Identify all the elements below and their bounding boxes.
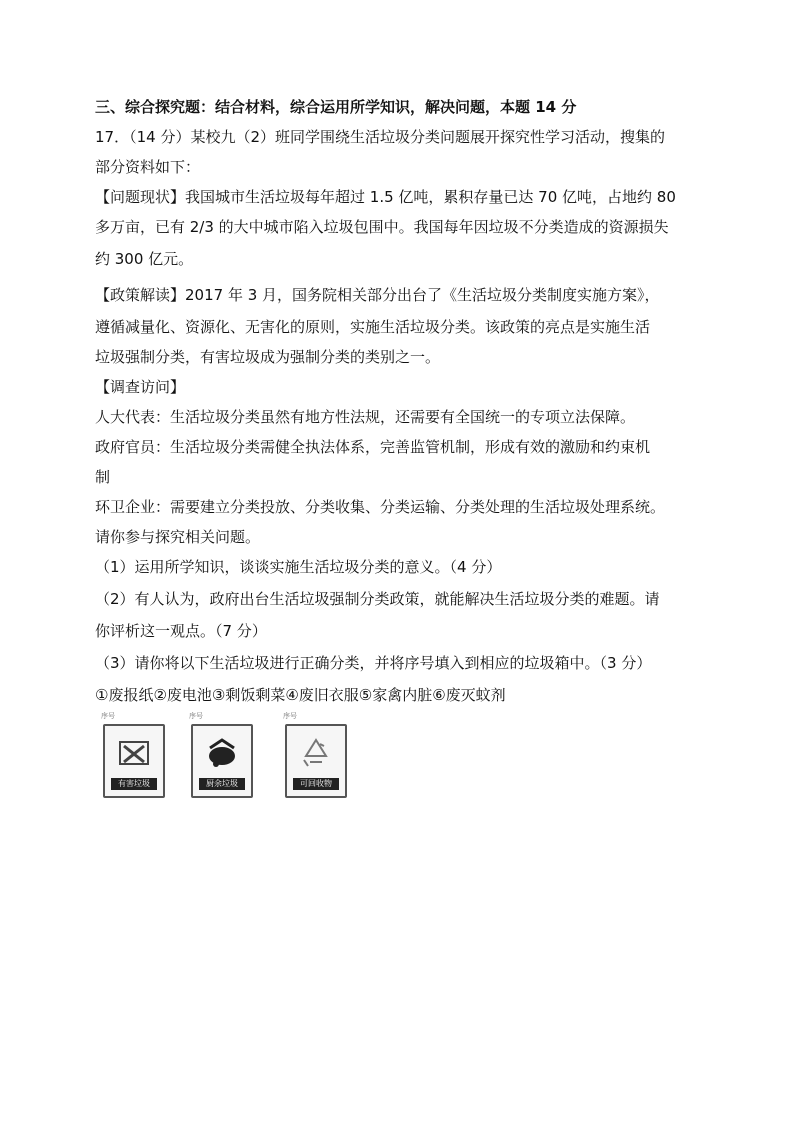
npc-deputy-line: 人大代表：生活垃圾分类虽然有地方性法规，还需要有全国统一的专项立法保障。	[95, 408, 636, 426]
bin-number-tag: 序号	[189, 712, 203, 720]
policy-line-3: 垃圾强制分类，有害垃圾成为强制分类的类别之一。	[95, 348, 441, 366]
bin-body	[103, 724, 165, 798]
question-intro-line-2: 部分资料如下：	[95, 158, 201, 176]
status-line-2: 多万亩，已有 2/3 的大中城市陷入垃圾包围中。我国每年因垃圾不分类造成的资源损失	[95, 218, 669, 236]
bin-body	[285, 724, 347, 798]
sanitation-line: 环卫企业：需要建立分类投放、分类收集、分类运输、分类处理的生活垃圾处理系统。	[95, 498, 666, 516]
sub-question-1: （1）运用所学知识，谈谈实施生活垃圾分类的意义。（4 分）	[95, 558, 502, 576]
hazard-icon	[114, 734, 154, 774]
interview-heading: 【调查访问】	[95, 378, 186, 396]
hazardous-waste-bin	[99, 712, 167, 807]
sub-question-3: （3）请你将以下生活垃圾进行正确分类，并将序号填入到相应的垃圾箱中。（3 分）	[95, 654, 652, 672]
bin-label: 厨余垃圾	[199, 778, 245, 790]
waste-bins-figure	[95, 712, 375, 812]
recycle-icon	[296, 734, 336, 774]
status-line-3: 约 300 亿元。	[95, 250, 194, 268]
bin-label: 可回收物	[293, 778, 339, 790]
official-line-1: 政府官员：生活垃圾分类需健全执法体系，完善监管机制，形成有效的激励和约束机	[95, 438, 651, 456]
policy-line-2: 遵循减量化、资源化、无害化的原则，实施生活垃圾分类。该政策的亮点是实施生活	[95, 318, 651, 336]
recyclable-bin	[281, 712, 349, 807]
food-waste-icon	[202, 734, 242, 774]
bin-label: 有害垃圾	[111, 778, 157, 790]
sub-question-2-line-1: （2）有人认为，政府出台生活垃圾强制分类政策，就能解决生活垃圾分类的难题。请	[95, 590, 660, 608]
prompt-line: 请你参与探究相关问题。	[95, 528, 261, 546]
policy-line-1: 【政策解读】2017 年 3 月，国务院相关部分出台了《生活垃圾分类制度实施方案》，	[95, 286, 660, 304]
status-line-1: 【问题现状】我国城市生活垃圾每年超过 1.5 亿吨，累积存量已达 70 亿吨，占地约 80	[95, 188, 676, 206]
bin-number-tag: 序号	[283, 712, 297, 720]
bin-body	[191, 724, 253, 798]
question-intro-line-1: 17．（14 分）某校九（2）班同学围绕生活垃圾分类问题展开探究性学习活动，搜集的	[95, 128, 665, 146]
bin-number-tag: 序号	[101, 712, 115, 720]
official-line-2: 制	[95, 468, 111, 486]
section-heading: 三、综合探究题：结合材料，综合运用所学知识，解决问题，本题 14 分	[95, 98, 577, 116]
waste-items-list: ①废报纸②废电池③剩饭剩菜④废旧衣服⑤家禽内脏⑥废灭蚊剂	[95, 686, 506, 704]
sub-question-2-line-2: 你评析这一观点。（7 分）	[95, 622, 267, 640]
food-waste-bin	[187, 712, 255, 807]
